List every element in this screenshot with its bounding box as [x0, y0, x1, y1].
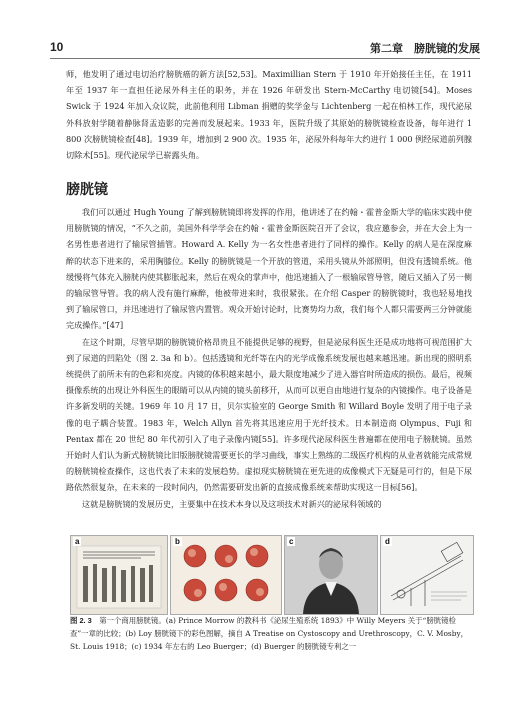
intro-paragraph: 师，他发明了通过电切治疗膀胱癌的新方法[52,53]。Maximillian Stern 于 1910 年开始接任主任，在 1911 年至 1937 年一直担任泌尿外科主任的职务，并在 1926 年研发出 Stern-McCarthy 电切镜[54]。Moses Swick 于 1924 年加入众议院，此前他利用 Libman 捐赠的奖学金与 Lichtenberg 一起在柏林工作，现代泌尿外科放射学随着静脉肾盂造影的完善而发展起来。1933 年，医院升级了其原始的膀胱镜检查设备，每年进行 1 800 次膀胱镜检查[48]。1939 年，增加到 2 900 次。1935 年，泌尿外科每年大约进行 1 000 例经尿道前列腺切除术[55]。现代泌尿学已崭露头角。	[66, 69, 472, 161]
chapter-title: 第二章 膀胱镜的发展	[370, 43, 480, 55]
bladder-plates	[171, 536, 281, 614]
figure-panel-c	[284, 535, 378, 615]
paragraph-1: 我们可以通过 Hugh Young 了解到膀胱镜即将发挥的作用，他讲述了在约翰・霍普金斯大学的临床实践中使用膀胱镜的情况，“不久之前，美国外科学学会在约翰・霍普金斯医院召开了会议，我应邀参会，并在大会上为一名男性患者进行了输尿管插管。Howard A. Kelly 为一名女性患者进行了同样的操作。Kelly 的病人是在深度麻醉的状态下进来的，采用胸膝位。Kelly 的膀胱镜是一个开放的管道，采用头镜从外部照明，但没有透镜系统。他缓慢将气体充入膀胱内使其膨胀起来，然后在观众的掌声中，他迅速插入了一根输尿管导管，随后又插入了另一侧的输尿管导管。我的病人没有施行麻醉，他被带进来时，我很紧张。在介绍 Casper 的膀胱镜时，我也轻易地找到了输尿管口，并迅速进行了输尿管内置管。观众开始讨论时，比赛势均力敌，我们每个人都只需要两三分钟就能完成操作。”[47]	[66, 207, 472, 331]
section-title: 膀胱镜	[66, 181, 108, 197]
portrait-photo	[285, 536, 377, 614]
paragraph-3: 这就是膀胱镜的发展历史，主要集中在技术本身以及这项技术对新兴的泌尿科领域的	[82, 498, 382, 509]
panel-label-a: a	[75, 537, 80, 546]
instrument-drawing	[71, 536, 167, 614]
page-number: 10	[50, 40, 64, 54]
figure-panel-a	[70, 535, 168, 615]
figure-2-3	[70, 535, 472, 613]
panel-label-b: b	[175, 537, 180, 546]
panel-label-d: d	[385, 537, 390, 546]
panel-label-c: c	[289, 537, 294, 546]
intro-block	[66, 66, 472, 163]
figure-panel-d	[380, 535, 474, 615]
header-rule	[50, 58, 480, 59]
paragraph-2: 在这个时期，尽管早期的膀胱镜价格昂贵且不能提供足够的视野，但是泌尿科医生还是成功地将可视范围扩大到了尿道的凹陷处（图 2. 3a 和 b）。包括透镜和光纤等在内的光学成像系统发展也越来越迅速。新出现的照明系统提供了前所未有的色彩和亮度。内镜的体积越来越小，最大限度地减少了进入器官时所造成的损伤。最后，视频摄像系统的出现让外科医生的眼睛可以从内镜的镜头前移开，从而可以更自由地进行复杂的内镜操作。电子设备是许多新发明的关键。1969 年 10 月 17 日，贝尔实验室的 George Smith 和 Willard Boyle 发明了用于电子录像的电子耦合装置。1983 年，Welch Allyn 首先将其迅速应用于光纤技术。日本制造商 Olympus、Fuji 和 Pentax 都在 20 世纪 80 年代初引入了电子录像内镜[55]。许多现代泌尿科医生普遍都在使用电子膀胱镜。虽然开始时人们认为新式膀胱镜比旧版膀胱镜需要更长的学习曲线，事实上熟练的二级医疗机构的从业者就能完成常规的膀胱镜检查操作，这也代表了未来的发展趋势。虚拟现实膀胱镜在更先进的成像模式下无疑是可行的，但是下尿路依然很复杂，在未来的一段时间内，仍然需要研发出新的直接成像系统来帮助实现这一目标[56]。	[66, 336, 472, 493]
patent-drawing	[381, 536, 473, 614]
caption-text: 第一个商用膀胱镜。(a) Prince Morrow 的教科书《泌尿生殖系统 1893》中 Willy Meyers 关于“膀胱镜检查”一章的比较；(b) Loy 膀胱镜下的彩色图解，摘自 A Treatise on Cystoscopy and Urethroscopy，C. V. Mosby，St. Louis 1918；(c) 1934 年左右的 Leo Buerger；(d) Buerger 的膀胱镜专利之一	[70, 616, 469, 652]
running-header	[50, 40, 480, 58]
figure-panel-b	[170, 535, 282, 615]
section-body	[66, 204, 472, 512]
caption-label: 图 2. 3	[70, 616, 92, 625]
figure-caption	[70, 614, 472, 654]
